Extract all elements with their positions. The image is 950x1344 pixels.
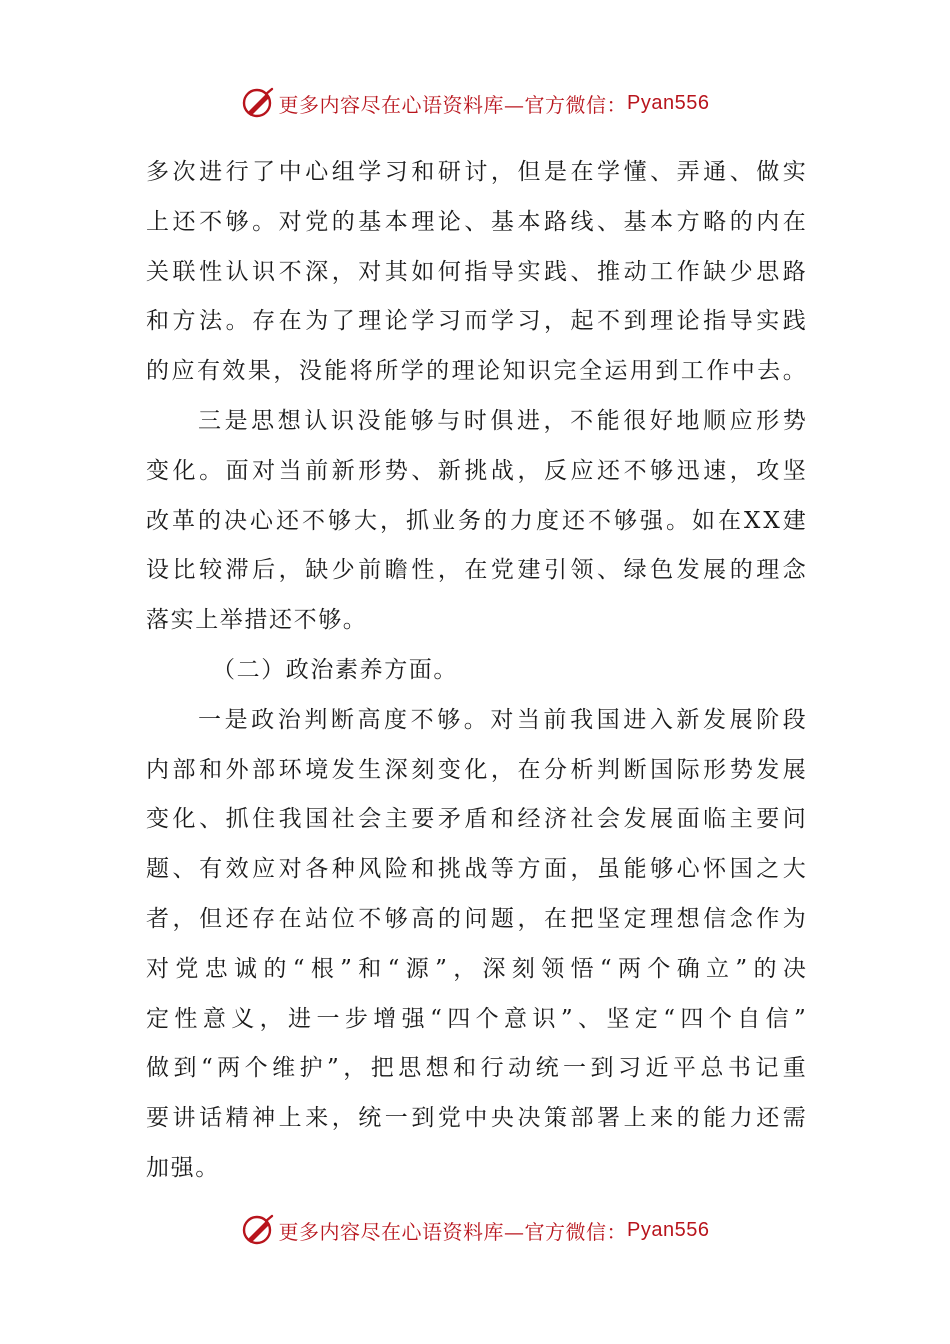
text-line: 定 性 意 义 ， 进 一 步 增 强 “ 四 个 意 识 ” 、 坚 定 “ 四 个 自 信 ” bbox=[146, 1005, 806, 1032]
text-line: 做 到 “ 两 个 维 护 ” ， 把 思 想 和 行 动 统 一 到 习 近 平 总 书 记 重 bbox=[146, 1055, 806, 1082]
pen-logo-icon bbox=[241, 86, 275, 120]
text-line: 者 ， 但 还 存 在 站 位 不 够 高 的 问 题 ， 在 把 坚 定 理 想 信 念 作 为 bbox=[146, 905, 806, 932]
paragraph-start-line: 三 是 思 想 认 识 没 能 够 与 时 俱 进 ， 不 能 很 好 地 顺 应 形 势 bbox=[198, 407, 806, 434]
text-line: 变 化 、 抓 住 我 国 社 会 主 要 矛 盾 和 经 济 社 会 发 展 面 临 主 要 问 bbox=[146, 806, 806, 833]
watermark-text: 更多内容尽在心语资料库—官方微信： bbox=[278, 1219, 628, 1244]
section-heading: （二）政治素养方面。 bbox=[212, 656, 458, 683]
text-line: 改 革 的 决 心 还 不 够 大 ， 抓 业 务 的 力 度 还 不 够 强 。 如 在 X X 建 bbox=[146, 507, 806, 534]
paragraph-start-line: 一 是 政 治 判 断 高 度 不 够 。 对 当 前 我 国 进 入 新 发 展 阶 段 bbox=[198, 706, 806, 733]
text-line: 加强。 bbox=[146, 1154, 220, 1181]
text-line: 和 方 法 。 存 在 为 了 理 论 学 习 而 学 习 ， 起 不 到 理 论 指 导 实 践 bbox=[146, 308, 806, 335]
text-line: 对 党 忠 诚 的 “ 根 ” 和 “ 源 ” ， 深 刻 领 悟 “ 两 个 确 立 ” 的 决 bbox=[146, 955, 806, 982]
text-line: 多 次 进 行 了 中 心 组 学 习 和 研 讨 ， 但 是 在 学 懂 、 弄 通 、 做 实 bbox=[146, 159, 806, 185]
text-line: 落实上举措还不够。 bbox=[146, 607, 368, 634]
document-body bbox=[146, 150, 806, 1196]
text-line: 内 部 和 外 部 环 境 发 生 深 刻 变 化 ， 在 分 析 判 断 国 际 形 势 发 展 bbox=[146, 756, 806, 783]
header-watermark bbox=[0, 86, 950, 120]
watermark-account: Pyan556 bbox=[627, 91, 710, 114]
footer-watermark bbox=[0, 1213, 950, 1247]
text-line: 上 还 不 够 。 对 党 的 基 本 理 论 、 基 本 路 线 、 基 本 方 略 的 内 在 bbox=[146, 208, 806, 235]
pen-logo-icon bbox=[241, 1213, 275, 1247]
text-line: 的 应 有 效 果 ， 没 能 将 所 学 的 理 论 知 识 完 全 运 用 到 工 作 中 去 。 bbox=[146, 358, 806, 385]
text-line: 设 比 较 滞 后 ， 缺 少 前 瞻 性 ， 在 党 建 引 领 、 绿 色 发 展 的 理 念 bbox=[146, 557, 806, 584]
text-line: 要 讲 话 精 神 上 来 ， 统 一 到 党 中 央 决 策 部 署 上 来 的 能 力 还 需 bbox=[146, 1105, 806, 1132]
text-line: 变 化 。 面 对 当 前 新 形 势 、 新 挑 战 ， 反 应 还 不 够 迅 速 ， 攻 坚 bbox=[146, 457, 806, 484]
text-line: 关 联 性 认 识 不 深 ， 对 其 如 何 指 导 实 践 、 推 动 工 作 缺 少 思 路 bbox=[146, 258, 806, 285]
watermark-account: Pyan556 bbox=[627, 1218, 710, 1241]
watermark-text: 更多内容尽在心语资料库—官方微信： bbox=[278, 92, 628, 117]
text-line: 题 、 有 效 应 对 各 种 风 险 和 挑 战 等 方 面 ， 虽 能 够 心 怀 国 之 大 bbox=[146, 856, 806, 883]
